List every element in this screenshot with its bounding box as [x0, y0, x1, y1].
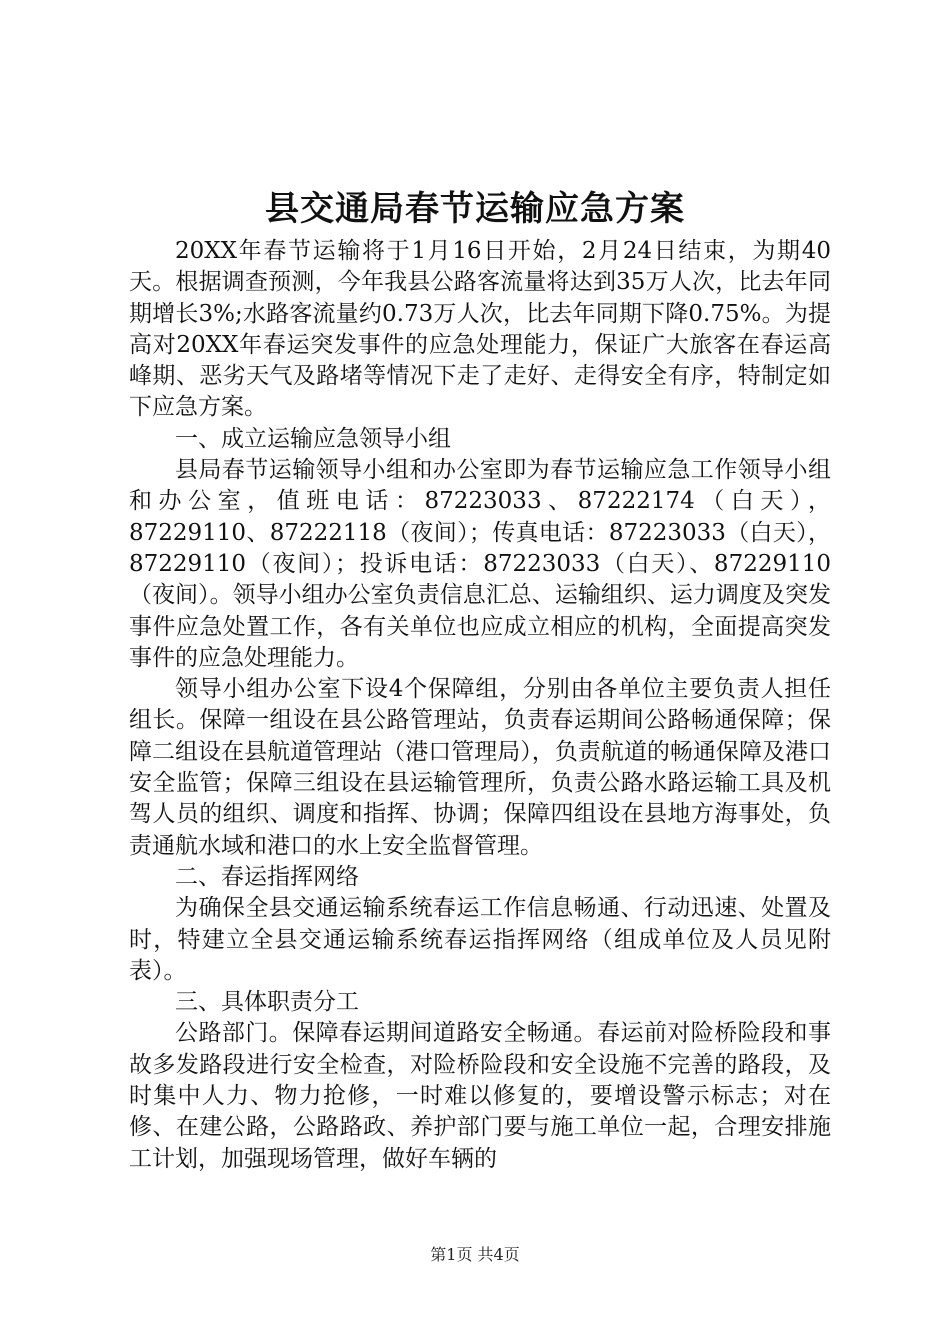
page-number: 第1页 共4页	[430, 1245, 520, 1264]
section-heading-1: 一、成立运输应急领导小组	[175, 425, 451, 452]
paragraph-contacts: 县局春节运输领导小组和办公室即为春节运输应急工作领导小组和办公室，值班电话：87223033、87222174（白天），87229110、87222118（夜间）；传真电话：87223033（白天），87229110（夜间）；投诉电话：87223033（白天）、87229110（夜间）。领导小组办公室负责信息汇总、运输组织、运力调度及突发事件应急处置工作，各有关单位也应成立相应的机构，全面提高突发事件的应急处理能力。	[129, 457, 831, 671]
document-body	[129, 236, 831, 1175]
document-title: 县交通局春节运输应急方案	[265, 189, 685, 229]
paragraph-groups: 领导小组办公室下设4个保障组，分别由各单位主要负责人担任组长。保障一组设在县公路管理站，负责春运期间公路畅通保障；保障二组设在县航道管理站（港口管理局），负责航道的畅通保障及港口安全监管；保障三组设在县运输管理所，负责公路水路运输工具及机驾人员的组织、调度和指挥、协调；保障四组设在县地方海事处，负责通航水域和港口的水上安全监督管理。	[129, 676, 831, 859]
section-heading-2: 二、春运指挥网络	[175, 863, 359, 890]
paragraph-network: 为确保全县交通运输系统春运工作信息畅通、行动迅速、处置及时，特建立全县交通运输系统春运指挥网络（组成单位及人员见附表）。	[129, 895, 831, 984]
paragraph-intro: 20XX年春节运输将于1月16日开始，2月24日结束，为期40天。根据调查预测，今年我县公路客流量将达到35万人次，比去年同期增长3%;水路客流量约0.73万人次，比去年同期下降0.75%。为提高对20XX年春运突发事件的应急处理能力，保证广大旅客在春运高峰期、恶劣天气及路堵等情况下走了走好、走得安全有序，特制定如下应急方案。	[129, 238, 831, 421]
paragraph-road-dept: 公路部门。保障春运期间道路安全畅通。春运前对险桥险段和事故多发路段进行安全检查，对险桥险段和安全设施不完善的路段，及时集中人力、物力抢修，一时难以修复的，要增设警示标志；对在修、在建公路，公路路政、养护部门要与施工单位一起，合理安排施工计划，加强现场管理，做好车辆的	[129, 1020, 831, 1172]
section-heading-3: 三、具体职责分工	[175, 989, 359, 1016]
